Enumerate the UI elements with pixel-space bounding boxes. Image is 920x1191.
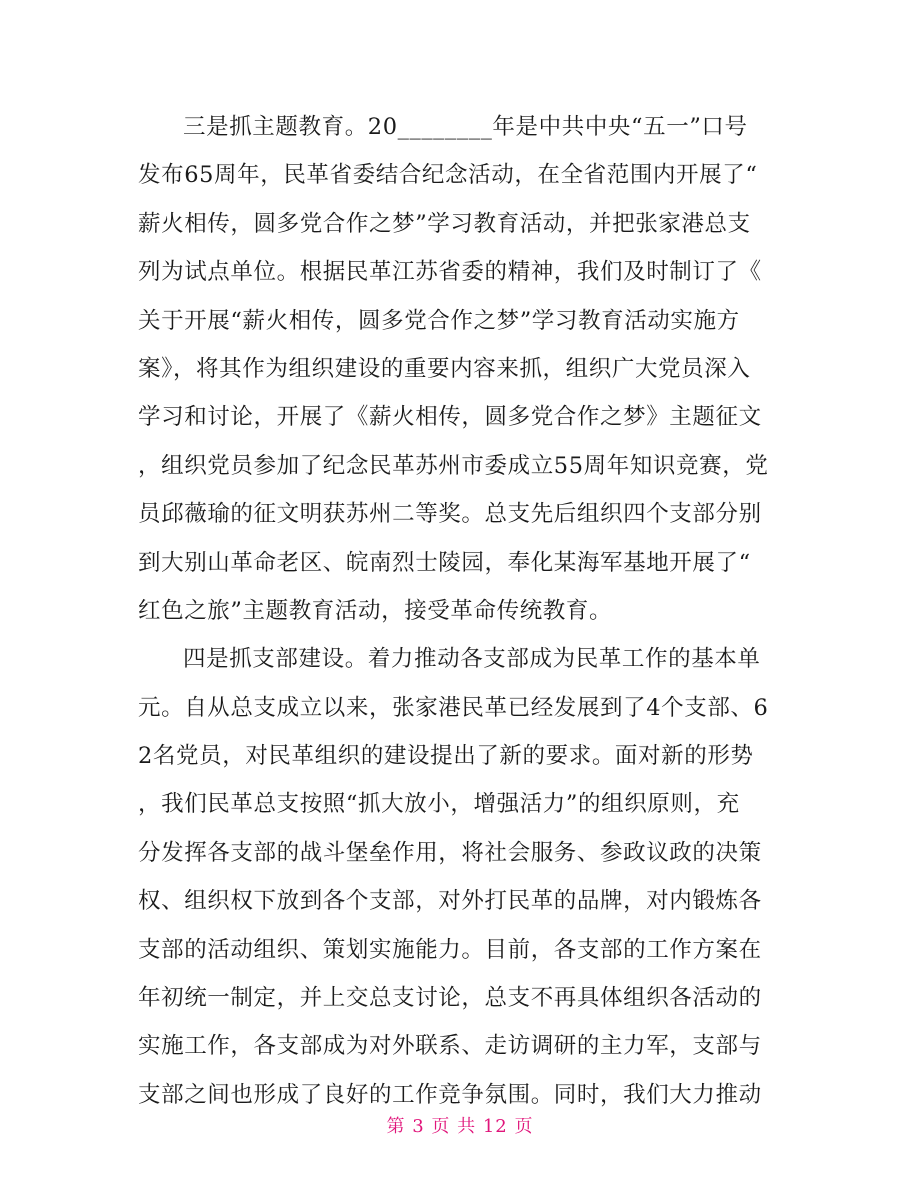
paragraph-3-line-1: 三是抓主题教育。20________年是中共中央“五一”口号	[183, 114, 748, 140]
paragraph-4-line-6: 权、组织权下放到各个支部，对外打民革的品牌，对内锻炼各	[138, 888, 762, 915]
paragraph-3-line-11: 红色之旅”主题教育活动，接受革命传统教育。	[138, 597, 613, 624]
body-text	[138, 103, 788, 1119]
paragraph-3-line-10: 到大别山革命老区、皖南烈士陵园，奉化某海军基地开展了“	[138, 549, 751, 576]
paragraph-3-line-2: 发布65周年，民革省委结合纪念活动，在全省范围内开展了“	[138, 162, 758, 189]
paragraph-3-line-7: 学习和讨论，开展了《薪火相传，圆多党合作之梦》主题征文	[138, 404, 762, 431]
paragraph-3-line-3: 薪火相传，圆多党合作之梦”学习教育活动，并把张家港总支	[138, 210, 751, 237]
paragraph-3-line-4: 列为试点单位。根据民革江苏省委的精神，我们及时制订了《	[138, 259, 762, 286]
page-number-footer: 第 3 页 共 12 页	[386, 1116, 534, 1137]
paragraph-4-line-2: 元。自从总支成立以来，张家港民革已经发展到了4个支部、6	[138, 694, 769, 721]
paragraph-4-line-7: 支部的活动组织、策划实施能力。目前，各支部的工作方案在	[138, 936, 762, 963]
paragraph-4-line-10: 支部之间也形成了良好的工作竞争氛围。同时，我们大力推动	[138, 1081, 762, 1108]
paragraph-4-line-9: 实施工作，各支部成为对外联系、走访调研的主力军，支部与	[138, 1033, 762, 1060]
paragraph-3-line-8: ，组织党员参加了纪念民革苏州市委成立55周年知识竞赛，党	[138, 452, 769, 479]
paragraph-4-line-5: 分发挥各支部的战斗堡垒作用，将社会服务、参政议政的决策	[138, 839, 762, 866]
paragraph-4-line-4: ，我们民革总支按照“抓大放小，增强活力”的组织原则，充	[138, 791, 740, 818]
paragraph-4-line-1: 四是抓支部建设。着力推动各支部成为民革工作的基本单	[183, 646, 761, 673]
paragraph-4-line-8: 年初统一制定，并上交总支讨论，总支不再具体组织各活动的	[138, 985, 762, 1012]
paragraph-4-line-3: 2名党员，对民革组织的建设提出了新的要求。面对新的形势	[138, 743, 754, 770]
paragraph-3-line-6: 案》，将其作为组织建设的重要内容来抓，组织广大党员深入	[138, 355, 751, 382]
paragraph-3-line-5: 关于开展“薪火相传，圆多党合作之梦”学习教育活动实施方	[138, 307, 740, 334]
paragraph-3-line-9: 员邱薇瑜的征文明获苏州二等奖。总支先后组织四个支部分别	[138, 501, 762, 528]
